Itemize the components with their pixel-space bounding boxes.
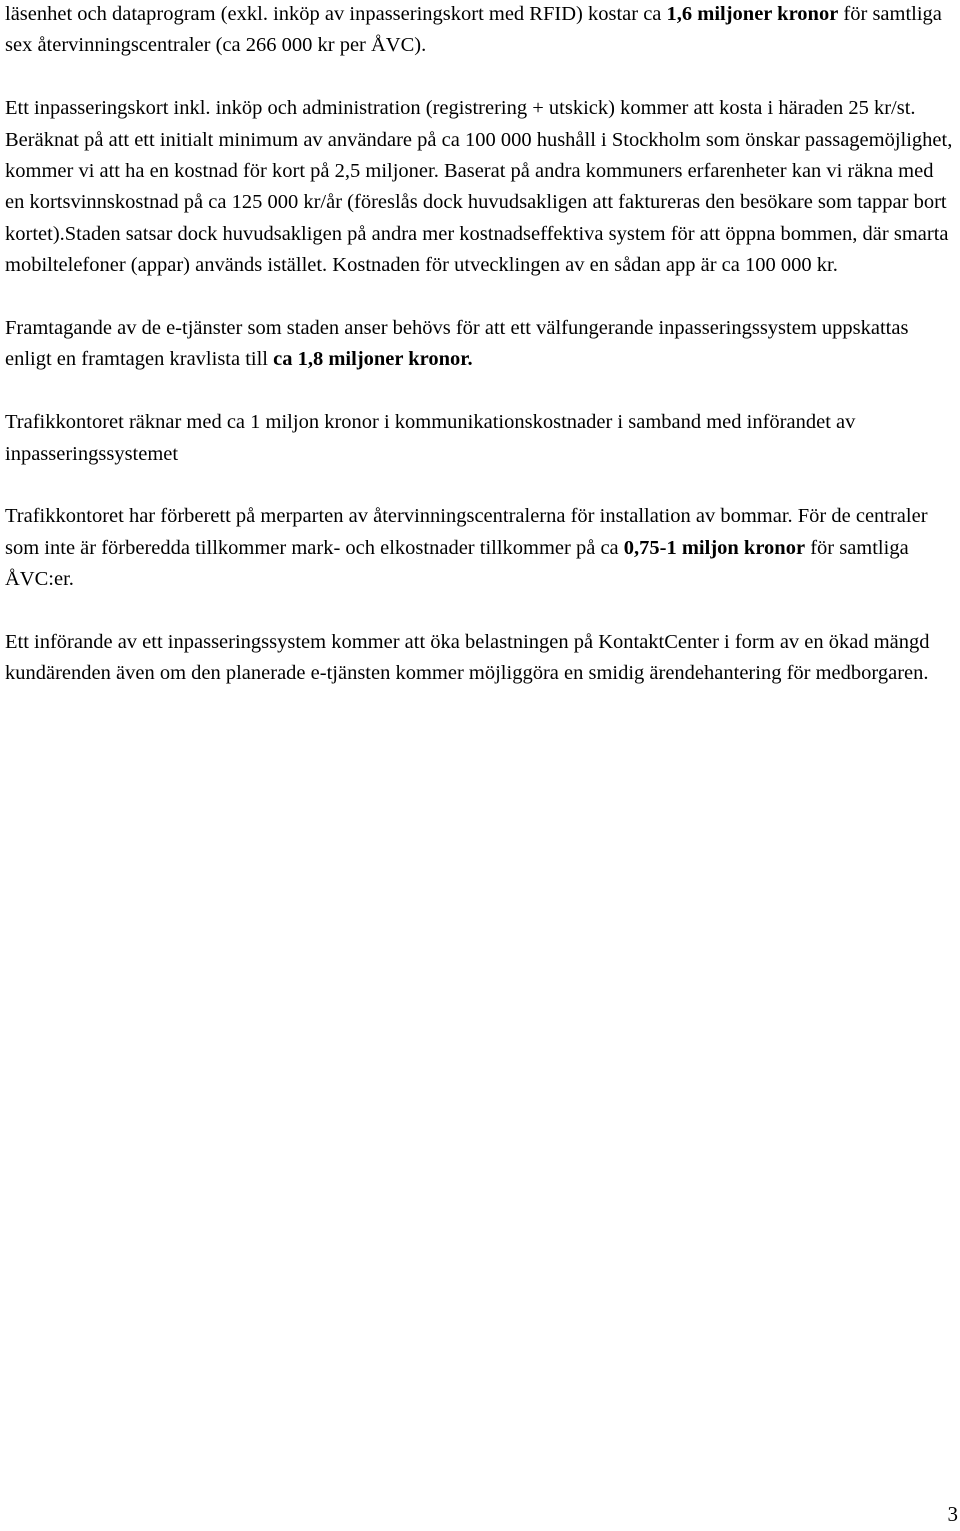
text-run: Ett inpasseringskort inkl. inköp och administration (registrering + utskick) kommer att kosta i häraden 25 kr/st. Beräknat på att ett initialt minimum av användare på ca 100 000 hushåll i Stockholm som önskar passagemöjlighet, kommer vi att ha en kostnad för kort på 2,5 miljoner. Baserat på andra kommuners erfarenheter kan vi räkna med en kortsvinnskostnad på ca 125 000 kr/år (föreslås dock huvudsakligen att faktureras den besökare som tappar bort kortet).Staden satsar dock huvudsakligen på andra mer kostnadseffektiva system för att öppna bommen, där smarta mobiltelefoner (appar) används istället. Kostnaden för utvecklingen av en sådan app är ca 100 000 kr. [5,97,953,277]
document-page [5,0,955,721]
text-run: för samtliga ÅVC:er. [5,536,909,591]
paragraph-kontaktcenter [5,627,955,690]
text-run: för samtliga sex återvinningscentraler (ca 266 000 kr per ÅVC). [5,3,942,57]
text-run: Ett införande av ett inpasseringssystem kommer att öka belastningen på KontaktCenter i form av en ökad mängd kundärenden även om den planerade e-tjänsten kommer möjliggöra en smidig ärendehantering för medborgaren. [5,631,930,685]
paragraph-communication-costs [5,407,955,470]
text-run: Framtagande av de e-tjänster som staden anser behövs för att ett välfungerande inpasseringssystem uppskattas enligt en framtagen kravlista till [5,317,909,371]
bold-amount: 0,75-1 miljon kronor [623,536,806,559]
paragraph-barriers [5,501,955,595]
text-run: läsenhet och dataprogram (exkl. inköp av inpasseringskort med RFID) kostar ca [5,3,667,25]
paragraph-card-cost [5,93,955,281]
text-run: Trafikkontoret har förberett på merparten av återvinningscentralerna för installation av bommar. För de centraler som inte är förberedda tillkommer mark- och elkostnader tillkommer på ca [5,505,928,559]
paragraph-rfid-cost [5,0,955,62]
paragraph-e-services [5,313,955,376]
bold-amount: ca 1,8 miljoner kronor. [273,348,473,371]
text-run: Trafikkontoret räknar med ca 1 miljon kronor i kommunikationskostnader i samband med införandet av inpasseringssystemet [5,411,856,465]
page-number: 3 [947,1502,958,1526]
bold-amount: 1,6 miljoner kronor [666,3,839,25]
